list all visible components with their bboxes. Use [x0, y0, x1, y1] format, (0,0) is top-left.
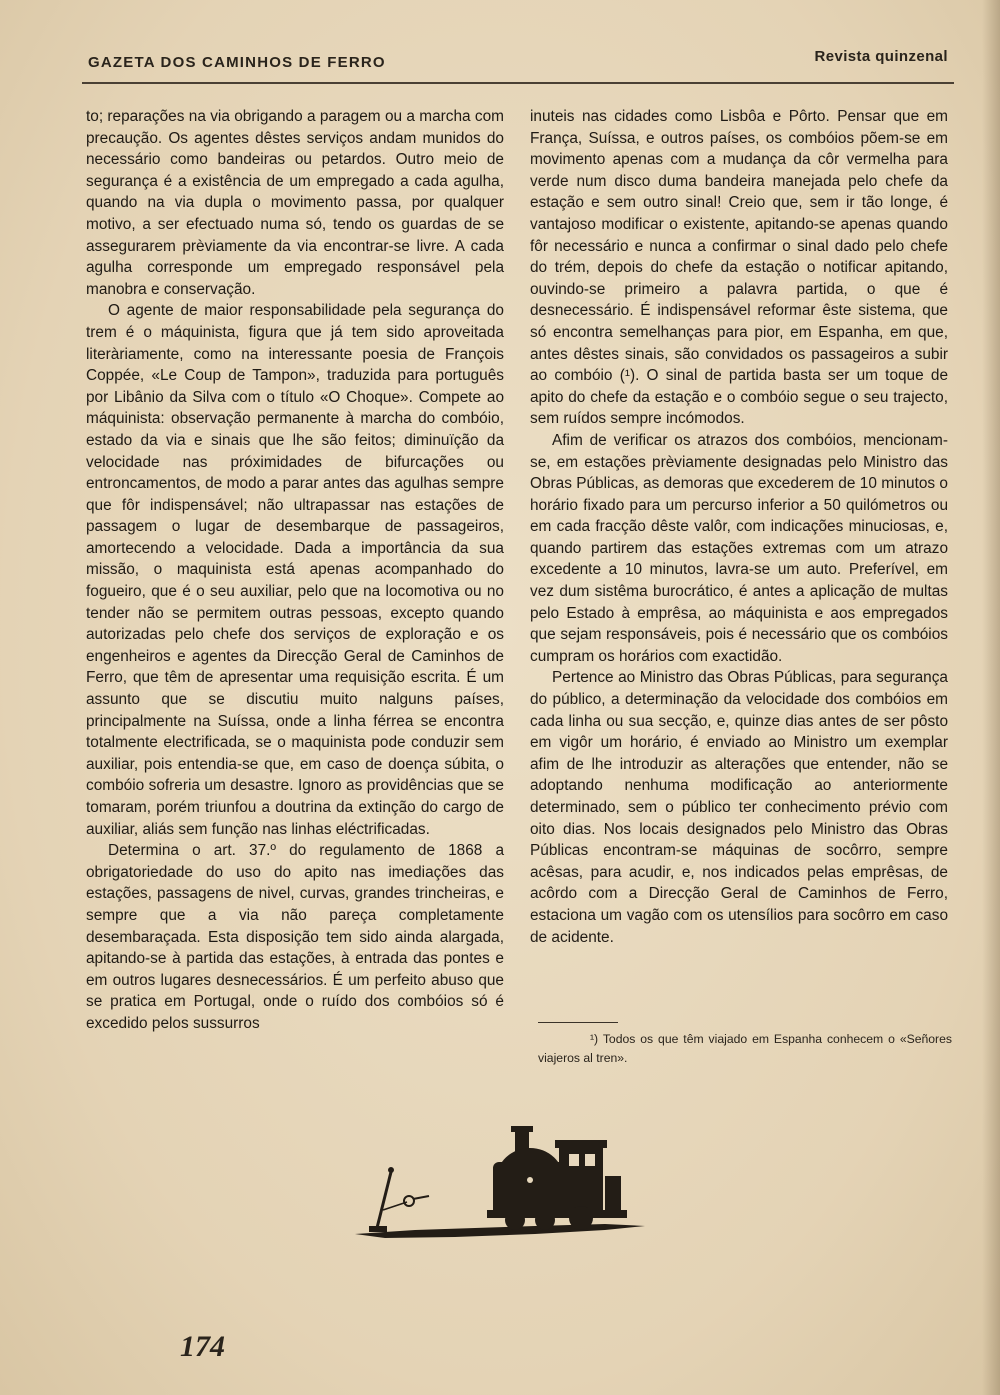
paragraph: Determina o art. 37.º do regulamento de 1868 a obrigatoriedade do uso do apito nas imediações das estações, passagens de nivel, curvas, grandes trincheiras, e sempre que a via não pareça completamente desembaraçada. Esta disposição tem sido ainda alargada, apitando-se à partida das estações, à entrada das pontes e em outros lugares desnecessários. É um perfeito abuso que se pratica em Portugal, onde o ruído dos combóios só é excedido pelos sussurros [86, 842, 504, 1032]
right-column [530, 106, 948, 948]
paragraph: inuteis nas cidades como Lisbôa e Pôrto. Pensar que em França, Suíssa, e outros países, os combóios põem-se em movimento apenas com a mudança da côr vermelha para verde num disco duma bandeira manejada pelo chefe da estação e sem outro sinal! Creio que, sem ir tão longe, é vantajoso modificar o existente, apitando-se apenas quando fôr necessário e nunca a confirmar o sinal dado pelo chefe do trém, depois do chefe da estação o notificar apitando, ouvindo-se primeiro a palavra partida, o que é desnecessário. É indispensável reformar êste sistema, que só encontra semelhanças para pior, em Espanha, em que, antes dêstes sinais, são convidados os passageiros a subir ao combóio (¹). O sinal de partida basta ser um toque de apito do chefe da estação e o combóio segue o seu trajecto, sem ruídos sempre incómodos. [530, 108, 948, 428]
header-rule [82, 82, 954, 84]
running-head-subtitle: Revista quinzenal [814, 48, 948, 65]
running-head-title: GAZETA DOS CAMINHOS DE FERRO [88, 54, 386, 71]
footnote-rule [538, 1022, 618, 1023]
footnote: ¹) Todos os que têm viajado em Espanha conhecem o «Señores viajeros al tren». [538, 1032, 952, 1065]
page-number: 174 [180, 1330, 225, 1363]
paragraph: O agente de maior responsabilidade pela segurança do trem é o máquinista, figura que já tem sido aproveitada literàriamente, como na interessante poesia de François Coppée, «Le Coup de Tampon», traduzida para português por Libânio da Silva com o título «O Choque». Compete ao máquinista: observação permanente à marcha do combóio, estado da via e sinais que lhe são feitos; diminuïção da velocidade nas próximidades de bifurcações ou entroncamentos, de modo a parar antes das agulhas sempre que fôr indispensável; não ultrapassar nas estações de passagem o lugar de desembarque de passageiros, amortecendo a velocidade. Dada a importância da sua missão, o maquinista está apenas acompanhado do fogueiro, que é o seu auxiliar, pelo que na locomotiva ou no tender não se permitem outras pessoas, excepto quando autorizadas pelo chefe dos serviços de exploração e os engenheiros e agentes da Direcção Geral de Caminhos de Ferro, que têm de apresentar uma requisição escrita. É um assunto que se discutiu muito nalguns países, principalmente na Suíssa, onde a linha férrea se encontra totalmente electrificada, se o maquinista pode conduzir sem auxiliar, pois entendia-se que, em caso de doença súbita, o combóio sofreria um desastre. Ignoro as providências que se tomaram, porém triunfou a doutrina da extinção do cargo de auxiliar, aliás sem função nas linhas eléctrificadas. [86, 302, 504, 838]
left-column [86, 106, 504, 1035]
paragraph: to; reparações na via obrigando a paragem ou a marcha com precaução. Os agentes dêstes serviços andam munidos do necessário como bandeiras ou petardos. Outro meio de segurança é a existência de um empregado a cada agulha, quando na via dupla o movimento passa, por qualquer motivo, a ser efectuado numa só, tendo os guardas de se assegurarem prèviamente da via encontrar-se livre. A cada agulha corresponde um empregado responsável pela manobra e conservação. [86, 108, 504, 298]
paragraph: Afim de verificar os atrazos dos combóios, mencionam-se, em estações prèviamente designadas pelo Ministro das Obras Públicas, as demoras que excederem de 10 minutos o horário fixado para um percurso inferior a 50 quilómetros ou em cada fracção dêste valôr, com indicações minuciosas, e, quando partirem das estações extremas com um atrazo excedente a 10 minutos, lavra-se um auto. Preferível, em vez dum sistêma burocrático, é antes a aplicação de multas pelo Estado à emprêsa, ao máquinista e aos empregados que sejam responsáveis, pois é necessário que os combóios cumpram os horários com exactidão. [530, 431, 948, 665]
page-edge [982, 0, 1000, 1395]
locomotive-signal-icon [355, 1110, 645, 1250]
paragraph: Pertence ao Ministro das Obras Públicas, para segurança do público, a determinação da velocidade dos combóios em cada linha ou sua secção, e, quinze dias antes de ser pôsto em vigôr um horário, é enviado ao Ministro um exemplar afim de lhe introduzir as alterações que entender, não se adoptando nenhuma modificação ao anteriormente determinado, sem o público ter conhecimento prévio com oito dias. Nos locais designados pelo Ministro das Obras Públicas encontram-se máquinas de socôrro, sempre acêsas, para acudir, e, nos indicados pelas emprêsas, de acôrdo com a Direcção Geral de Caminhos de Ferro, estaciona um vagão com os utensílios para socôrro em caso de acidente. [530, 669, 948, 946]
